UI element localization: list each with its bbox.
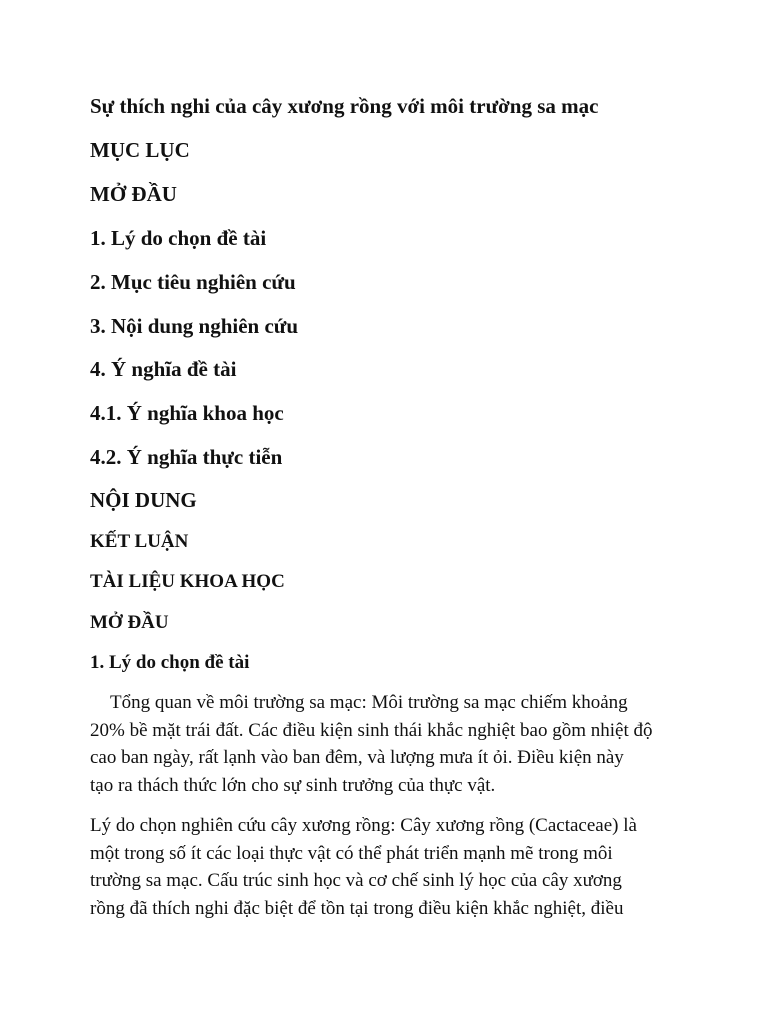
toc-item: 4. Ý nghĩa đề tài (90, 357, 237, 381)
paragraph-line: một trong số ít các loại thực vật có thể phát triển mạnh mẽ trong môi (90, 842, 613, 864)
toc-item: NỘI DUNG (90, 488, 197, 512)
toc-item: 3. Nội dung nghiên cứu (90, 314, 299, 338)
paragraph-line: cao ban ngày, rất lạnh vào ban đêm, và lượng mưa ít ỏi. Điều kiện này (90, 747, 624, 768)
paragraph-line: Tổng quan về môi trường sa mạc: Môi trường sa mạc chiếm khoảng (110, 692, 628, 713)
section-heading: MỞ ĐẦU (90, 612, 169, 633)
body-paragraph (90, 812, 690, 922)
toc-item: 4.1. Ý nghĩa khoa học (90, 401, 284, 425)
document-title: Sự thích nghi của cây xương rồng với môi trường sa mạc (90, 94, 599, 118)
subsection-heading: 1. Lý do chọn đề tài (90, 652, 250, 673)
toc-item: 2. Mục tiêu nghiên cứu (90, 270, 296, 294)
toc-item-small: KẾT LUẬN (90, 531, 189, 552)
toc-item: 1. Lý do chọn đề tài (90, 226, 267, 250)
body-paragraph (90, 689, 690, 799)
paragraph-line: trường sa mạc. Cấu trúc sinh học và cơ chế sinh lý học của cây xương (90, 870, 622, 891)
toc-heading: MỤC LỤC (90, 138, 190, 162)
paragraph-line: tạo ra thách thức lớn cho sự sinh trưởng của thực vật. (90, 774, 496, 796)
paragraph-line: rồng đã thích nghi đặc biệt để tồn tại trong điều kiện khắc nghiệt, điều (90, 897, 624, 919)
toc-item: 4.2. Ý nghĩa thực tiễn (90, 445, 283, 469)
toc-item-small: TÀI LIỆU KHOA HỌC (90, 571, 285, 592)
toc-item: MỞ ĐẦU (90, 182, 177, 206)
paragraph-line: 20% bề mặt trái đất. Các điều kiện sinh thái khắc nghiệt bao gồm nhiệt độ (90, 719, 653, 741)
paragraph-line: Lý do chọn nghiên cứu cây xương rồng: Cây xương rồng (Cactaceae) là (90, 815, 637, 836)
